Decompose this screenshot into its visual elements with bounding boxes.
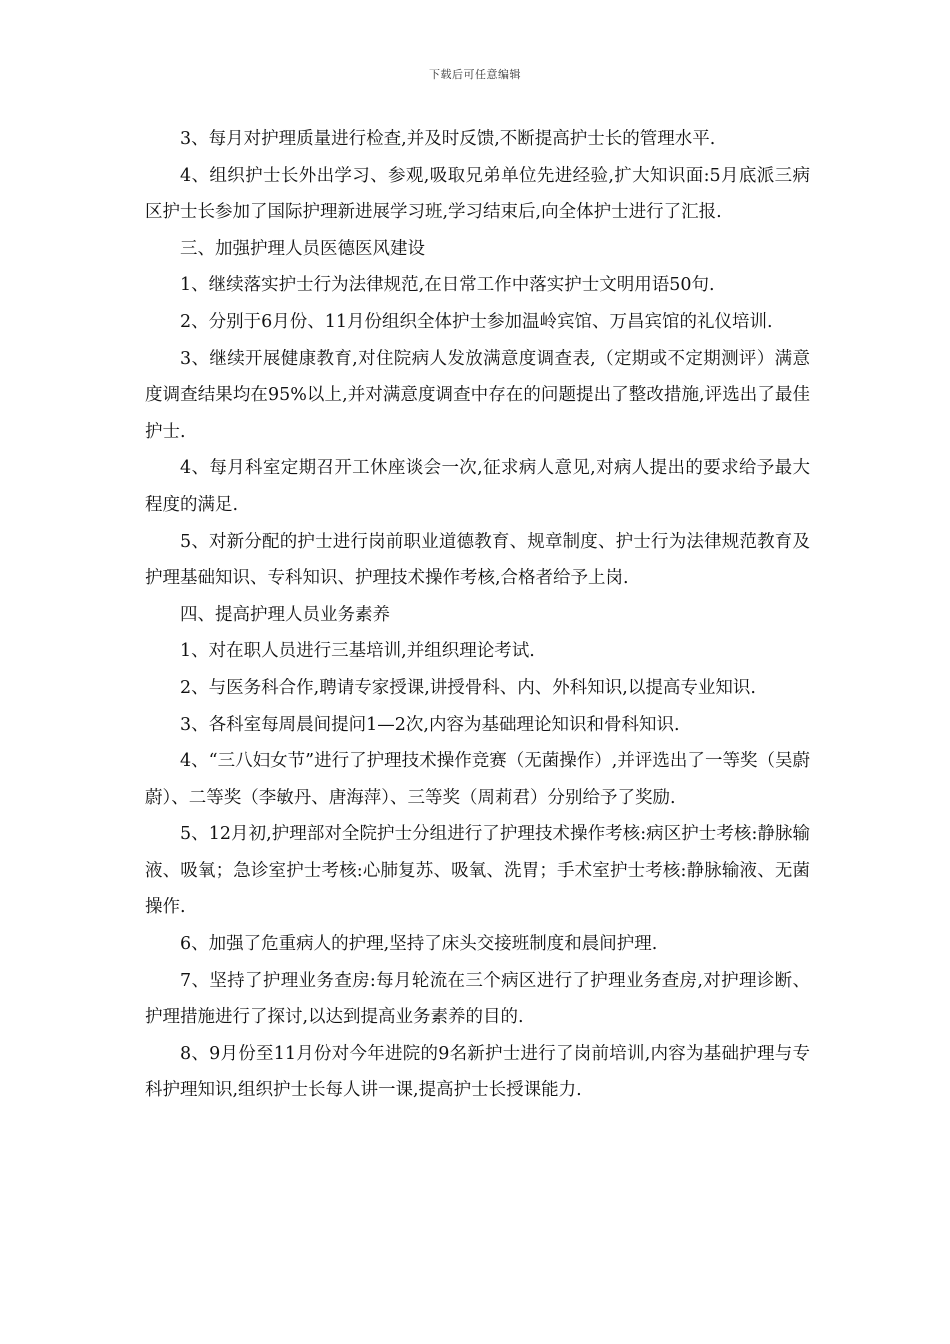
paragraph-item-2: 2、与医务科合作,聘请专家授课,讲授骨科、内、外科知识,以提高专业知识. [180,677,756,698]
paragraph-item-3: 3、继续开展健康教育,对住院病人发放满意度调查表,（定期或不定期测评）满意度调查结果均在95%以上,并对满意度调查中存在的问题提出了整改措施,评选出了最佳护士. [145,348,810,442]
paragraph-item-7: 7、坚持了护理业务查房:每月轮流在三个病区进行了护理业务查房,对护理诊断、护理措施进行了探讨,以达到提高业务素养的目的. [145,970,810,1028]
paragraph-item-3: 3、各科室每周晨间提问1—2次,内容为基础理论知识和骨科知识. [180,714,680,735]
paragraph-item-2: 2、分别于6月份、11月份组织全体护士参加温岭宾馆、万昌宾馆的礼仪培训. [180,311,773,332]
paragraph-item-4: 4、每月科室定期召开工休座谈会一次,征求病人意见,对病人提出的要求给予最大程度的满足. [145,458,810,515]
page-header-note: 下载后可任意编辑 [429,68,521,81]
paragraph-item-1: 1、对在职人员进行三基培训,并组织理论考试. [180,641,535,662]
document-body [145,121,810,1109]
paragraph-item-3: 3、每月对护理质量进行检查,并及时反馈,不断提高护士长的管理水平. [180,129,716,149]
paragraph-item-4: 4、“三八妇女节”进行了护理技术操作竞赛（无菌操作）,并评选出了一等奖（吴蔚蔚）、二等奖（李敏丹、唐海萍）、三等奖（周莉君）分别给予了奖励. [145,751,810,808]
paragraph-item-6: 6、加强了危重病人的护理,坚持了床头交接班制度和晨间护理. [180,934,658,955]
paragraph-item-8: 8、9月份至11月份对今年进院的9名新护士进行了岗前培训,内容为基础护理与专科护理知识,组织护士长每人讲一课,提高护士长授课能力. [145,1043,810,1101]
paragraph-item-4: 4、组织护士长外出学习、参观,吸取兄弟单位先进经验,扩大知识面:5月底派三病区护士长参加了国际护理新进展学习班,学习结束后,向全体护士进行了汇报. [145,165,810,223]
paragraph-item-1: 1、继续落实护士行为法律规范,在日常工作中落实护士文明用语50句. [180,275,715,296]
section-heading-4: 四、提高护理人员业务素养 [180,604,390,625]
paragraph-item-5: 5、12月初,护理部对全院护士分组进行了护理技术操作考核:病区护士考核:静脉输液、吸氧；急诊室护士考核:心肺复苏、吸氧、洗胃；手术室护士考核:静脉输液、无菌操作. [145,824,810,918]
section-heading-3: 三、加强护理人员医德医风建设 [180,238,425,259]
paragraph-item-5: 5、对新分配的护士进行岗前职业道德教育、规章制度、护士行为法律规范教育及护理基础知识、专科知识、护理技术操作考核,合格者给予上岗. [145,531,810,589]
